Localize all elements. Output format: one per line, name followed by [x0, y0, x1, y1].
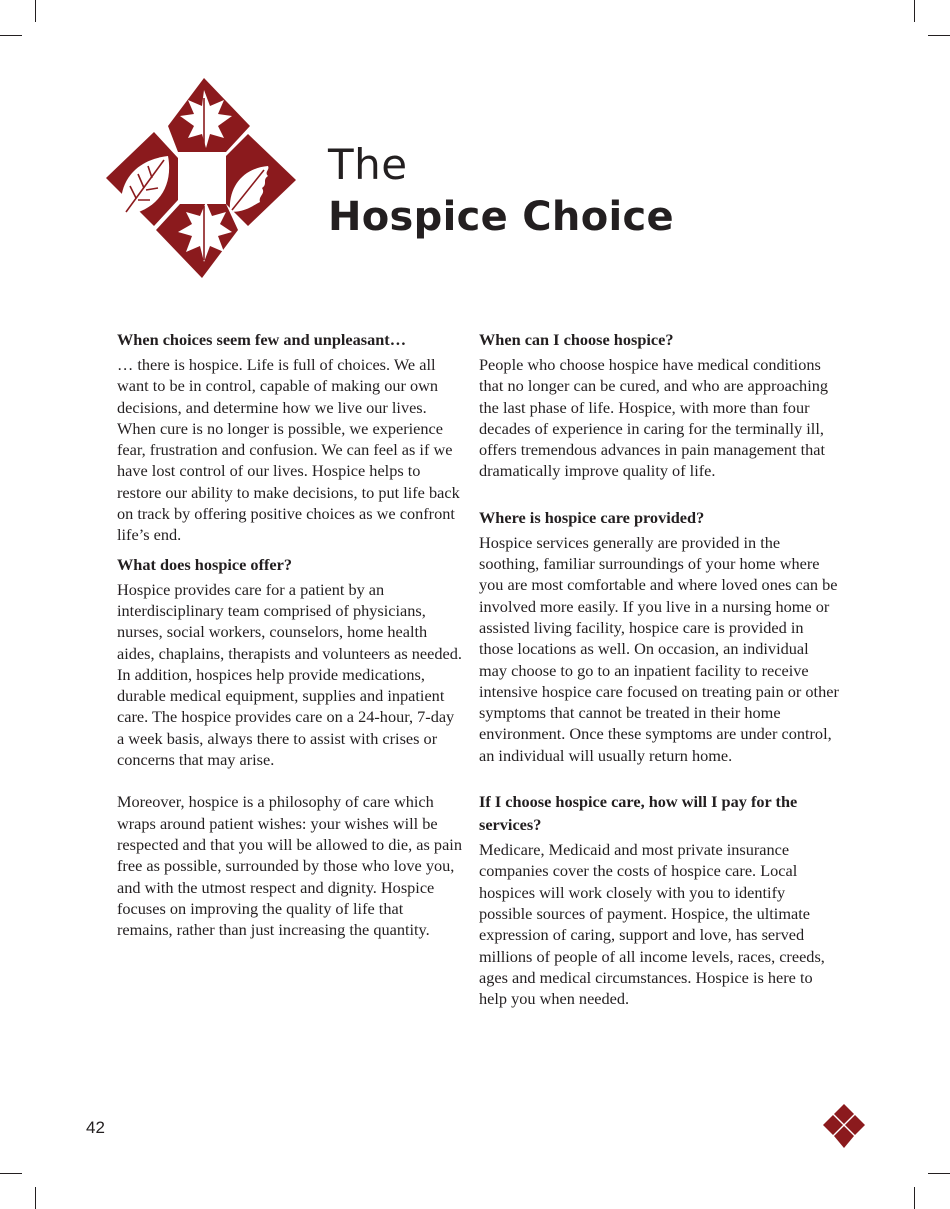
crop-mark — [0, 35, 22, 36]
crop-mark — [914, 0, 915, 22]
diamond-mark-icon — [823, 1103, 865, 1149]
section-heading-payment: If I choose hospice care, how will I pay for the services? — [479, 792, 798, 835]
section-heading-when: When can I choose hospice? — [479, 330, 674, 349]
section-heading-choices: When choices seem few and unpleasant… — [117, 330, 407, 349]
page-number: 42 — [86, 1118, 105, 1137]
section-body-when: People who choose hospice have medical conditions that no longer can be cured, and who are approaching the last phase of life. Hospice, with more than four decades of experience in caring for the terminally ill, offers tremendous advances in pain management that dramatically improve quality of life. — [479, 355, 828, 481]
section-heading-where: Where is hospice care provided? — [479, 507, 705, 527]
crop-mark — [928, 1173, 950, 1174]
page-title — [328, 140, 674, 244]
left-column — [117, 328, 462, 940]
section-body-where: Hospice services generally are provided in the soothing, familiar surroundings of your home where you are most comfortable and where loved ones can be involved more easily. If you live in a nursing home or assisted living facility, hospice care is provided in those locations as well. On occasion, an individual may choose to go to an inpatient facility to receive intensive hospice care focused on treating pain or other symptoms that cannot be treated in their home environment. Once these symptoms are under control, an individual will usually return home. — [479, 532, 839, 765]
title-line-2: Hospice Choice — [328, 194, 674, 240]
crop-mark — [35, 0, 36, 22]
crop-mark — [914, 1187, 915, 1209]
title-line-1: The — [328, 140, 408, 189]
section-body-offer: Hospice provides care for a patient by an interdisciplinary team comprised of physicians, nurses, social workers, counselors, home health aides, chaplains, therapists and volunteers as needed. In addition, hospices help provide medications, durable medical equipment, supplies and inpatient care. The hospice provides care on a 24-hour, 7-day a week basis, always there to assist with crises or concerns that may arise. — [117, 579, 462, 770]
crop-mark — [0, 1173, 22, 1174]
hospice-leaves-logo-icon — [106, 76, 296, 280]
crop-mark — [35, 1187, 36, 1209]
crop-mark — [928, 35, 950, 36]
section-body-payment: Medicare, Medicaid and most private insurance companies cover the costs of hospice care. Local hospices will work closely with you to identify possible sources of payment. Hospice, the ultimate expression of caring, support and love, has served millions of people of all income levels, races, creeds, ages and medical circumstances. Hospice is here to help you when needed. — [479, 840, 825, 1009]
right-column — [479, 328, 839, 1009]
section-body-philosophy: Moreover, hospice is a philosophy of care which wraps around patient wishes: your wishes will be respected and that you will be allowed to die, as pain free as possible, surrounded by those who love you, and with the utmost respect and dignity. Hospice focuses on improving the quality of life that remains, rather than just increasing the quantity. — [117, 792, 462, 940]
section-heading-offer: What does hospice offer? — [117, 554, 293, 574]
section-body-choices: … there is hospice. Life is full of choices. We all want to be in control, capable of making our own decisions, and determine how we live our lives. When cure is no longer is possible, we experience fear, frustration and confusion. We can feel as if we have lost control of our lives. Hospice helps to restore our ability to make decisions, to put life back on track by offering positive choices as we confront life’s end. — [117, 355, 460, 545]
